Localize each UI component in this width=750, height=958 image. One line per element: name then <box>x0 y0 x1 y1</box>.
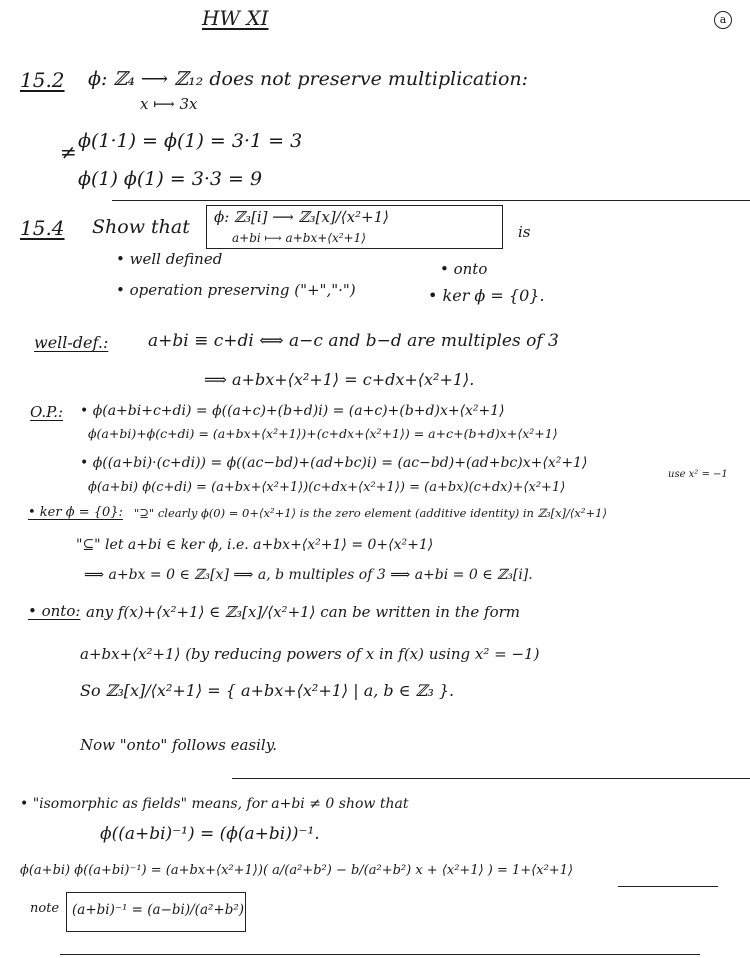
op-line1: • ϕ(a+bi+c+di) = ϕ((a+c)+(b+d)i) = (a+c)+(b+d)x+⟨x²+1⟩ <box>80 403 505 419</box>
op-line3: • ϕ((a+bi)·(c+di)) = ϕ((ac−bd)+(ad+bc)i) = (ac−bd)+(ad+bc)x+⟨x²+1⟩ <box>80 455 588 471</box>
onto-line3: So ℤ₃[x]/⟨x²+1⟩ = { a+bx+⟨x²+1⟩ | a, b ∈ ℤ₃ }. <box>80 681 455 700</box>
bullet-well-defined: • well defined <box>116 250 223 268</box>
onto-line1: any f(x)+⟨x²+1⟩ ∈ ℤ₃[x]/⟨x²+1⟩ can be written in the form <box>86 603 521 621</box>
map-top: ϕ: ℤ₃[i] ⟶ ℤ₃[x]/⟨x²+1⟩ <box>214 208 390 226</box>
p15-2-mapping: x ⟼ 3x <box>140 95 198 113</box>
page-marker: a <box>714 11 732 29</box>
iso-note-label: note <box>30 901 60 916</box>
page-title: HW XI <box>202 6 269 30</box>
op-label: O.P.: <box>30 403 64 421</box>
onto-line4: Now "onto" follows easily. <box>80 736 277 754</box>
iso-line3: ϕ(a+bi) ϕ((a+bi)⁻¹) = (a+bx+⟨x²+1⟩)( a/(a²+b²) − b/(a²+b²) x + ⟨x²+1⟩ ) = 1+⟨x²+1⟩ <box>20 863 574 878</box>
iso-line1: • "isomorphic as fields" means, for a+bi ≠ 0 show that <box>20 796 409 812</box>
map-bottom: a+bi ⟼ a+bx+⟨x²+1⟩ <box>232 231 366 245</box>
problem-number-15-2: 15.2 <box>20 68 65 92</box>
op-line4: ϕ(a+bi) ϕ(c+di) = (a+bx+⟨x²+1⟩)(c+dx+⟨x²+1⟩) = (a+bx)(c+dx)+⟨x²+1⟩ <box>88 480 566 495</box>
onto-label: • onto: <box>28 602 81 620</box>
ker-label: • ker ϕ = {0}: <box>28 505 123 520</box>
op-note: use x² = −1 <box>668 469 728 480</box>
p15-2-neq-mark: ≠ <box>60 140 77 164</box>
iso-note: (a+bi)⁻¹ = (a−bi)/(a²+b²) <box>72 902 245 918</box>
well-def-line1: a+bi ≡ c+di ⟺ a−c and b−d are multiples of 3 <box>148 331 559 351</box>
result-underline <box>618 886 718 887</box>
ker-line3: ⟹ a+bx = 0 ∈ ℤ₃[x] ⟹ a, b multiples of 3 ⟹ a+bi = 0 ∈ ℤ₃[i]. <box>84 567 533 583</box>
bullet-onto: • onto <box>440 260 488 278</box>
p15-2-line2: ϕ(1) ϕ(1) = 3·3 = 9 <box>78 168 263 190</box>
bullet-kernel: • ker ϕ = {0}. <box>428 286 545 305</box>
op-line2: ϕ(a+bi)+ϕ(c+di) = (a+bx+⟨x²+1⟩)+(c+dx+⟨x²+1⟩) = a+c+(b+d)x+⟨x²+1⟩ <box>88 426 558 441</box>
p15-4-show: Show that <box>92 216 190 238</box>
bullet-operation-preserving: • operation preserving ("+","·") <box>116 281 356 299</box>
p15-4-is: is <box>518 223 531 241</box>
divider-3 <box>60 954 700 955</box>
divider-2 <box>232 778 750 779</box>
p15-2-statement: ϕ: ℤ₄ ⟶ ℤ₁₂ does not preserve multiplication: <box>88 68 529 90</box>
well-def-label: well-def.: <box>34 333 109 352</box>
problem-number-15-4: 15.4 <box>20 216 65 240</box>
divider-1 <box>112 200 750 201</box>
ker-line1: "⊇" clearly ϕ(0) = 0+⟨x²+1⟩ is the zero element (additive identity) in ℤ₃[x]/⟨x²+1⟩ <box>134 506 607 520</box>
well-def-line2: ⟹ a+bx+⟨x²+1⟩ = c+dx+⟨x²+1⟩. <box>204 370 475 389</box>
p15-2-line1: ϕ(1·1) = ϕ(1) = 3·1 = 3 <box>78 130 303 152</box>
onto-line2: a+bx+⟨x²+1⟩ (by reducing powers of x in f(x) using x² = −1) <box>80 645 540 663</box>
ker-line2: "⊆" let a+bi ∈ ker ϕ, i.e. a+bx+⟨x²+1⟩ = 0+⟨x²+1⟩ <box>76 537 434 553</box>
iso-line2: ϕ((a+bi)⁻¹) = (ϕ(a+bi))⁻¹. <box>100 824 320 844</box>
